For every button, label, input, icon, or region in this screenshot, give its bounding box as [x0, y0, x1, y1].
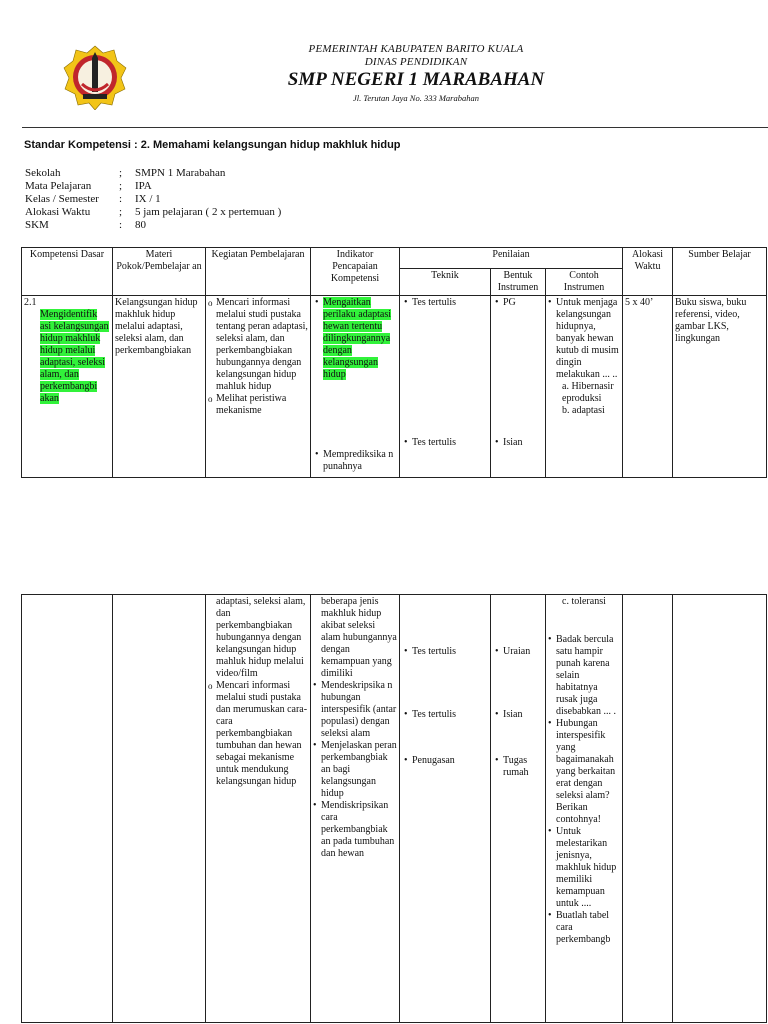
letterhead-address: Jl. Terutan Jaya No. 333 Marabahan	[352, 93, 479, 103]
info-row: Alokasi Waktu ; 5 jam pelajaran ( 2 x pertemuan )	[25, 206, 282, 218]
contoh-cell	[546, 296, 623, 478]
list-item: • Badak bercula satu hampir punah karena selain habitatnya rusak juga disebabkan ... .	[548, 634, 620, 718]
list-item: • Tes tertulis	[404, 437, 486, 449]
contoh-cell	[546, 595, 623, 1023]
header-divider	[22, 127, 768, 128]
list-item: • Isian	[495, 709, 541, 721]
letterhead-school-name: SMP NEGERI 1 MARABAHAN	[287, 69, 545, 90]
info-row: Sekolah ; SMPN 1 Marabahan	[25, 167, 226, 179]
list-item: o Mencari informasi melalui studi pustaka tentang peran adaptasi, seleksi alam, dan perkembangbiakan hubungannya dengan kelangsungan hidup mahluk hidup	[208, 297, 308, 393]
list-item: • Tes tertulis	[404, 297, 486, 309]
header-contoh: Contoh Instrumen	[546, 269, 623, 296]
list-item: o Mencari informasi melalui studi pustaka dan merumuskan cara-cara perkembangbiakan tumbuhan dan hewan sebagai mekanisme untuk mendukung kelangsungan hidup	[208, 680, 308, 788]
syllabus-table-page1	[21, 247, 767, 478]
identity-block	[25, 167, 281, 232]
option-b: b. adaptasi	[562, 405, 605, 416]
list-item: • Tes tertulis	[404, 709, 486, 721]
header-kegiatan: Kegiatan Pembelajaran	[206, 248, 311, 296]
list-item: • Menjelaskan peran perkembangbiak an bagi kelangsungan hidup	[313, 740, 397, 800]
standar-kompetensi: Standar Kompetensi : 2. Memahami kelangsungan hidup makhluk hidup	[24, 139, 401, 151]
bentuk-cell	[491, 296, 546, 478]
indikator-cell	[311, 296, 400, 478]
list-item: • Mendeskripsika n hubungan interspesifik (antar populasi) dengan seleksi alam	[313, 680, 397, 740]
teknik-cell	[400, 296, 491, 478]
bentuk-cell	[491, 595, 546, 1023]
option-c: c. toleransi	[562, 596, 606, 607]
list-item: • Uraian	[495, 646, 541, 658]
header-sumber: Sumber Belajar	[673, 248, 767, 296]
list-item: • Buatlah tabel cara perkembangb	[548, 910, 620, 946]
header-indikator: Indikator Pencapaian Kompetensi	[311, 248, 400, 296]
header-teknik: Teknik	[400, 269, 491, 296]
list-item: • Tugas rumah	[495, 755, 541, 779]
kegiatan-cell	[206, 595, 311, 1023]
materi-cell: Kelangsungan hidup makhluk hidup melalui adaptasi, seleksi alam, dan perkembangbiakan	[113, 296, 206, 478]
materi-cell	[113, 595, 206, 1023]
list-item: • Mendiskripsikan cara perkembangbiak an pada tumbuhan dan hewan	[313, 800, 397, 860]
header-bentuk: Bentuk Instrumen	[491, 269, 546, 296]
option-a: a. Hibernasir eproduksi	[562, 381, 614, 404]
syllabus-table-page2	[21, 594, 767, 1023]
header-penilaian: Penilaian	[400, 248, 623, 269]
list-item: • Memprediksika n punahnya	[315, 449, 395, 473]
list-item: • Penugasan	[404, 755, 486, 767]
info-row: SKM : 80	[25, 219, 146, 231]
kd-text: Mengidentifik asi kelangsungan hidup makhluk hidup melalui adaptasi, seleksi alam, dan perkembangbi akan	[40, 309, 109, 404]
list-item: • Isian	[495, 437, 541, 449]
indikator-cell	[311, 595, 400, 1023]
teknik-cell	[400, 595, 491, 1023]
list-item: o Melihat peristiwa mekanisme	[208, 393, 308, 417]
header-kompetensi-dasar: Kompetensi Dasar	[22, 248, 113, 296]
sumber-cell	[673, 595, 767, 1023]
indikator-continued: beberapa jenis makhluk hidup akibat seleksi alam hubungannya dengan kemampuan yang dimiliki	[321, 596, 397, 679]
list-item: • PG	[495, 297, 541, 309]
kegiatan-cell	[206, 296, 311, 478]
kegiatan-continued: adaptasi, seleksi alam, dan perkembangbiakan hubungannya dengan kelangsungan hidup mahluk hidup melalui video/film	[216, 596, 306, 679]
letterhead-government: PEMERINTAH KABUPATEN BARITO KUALA	[308, 43, 524, 55]
letterhead-department: DINAS PENDIDIKAN	[364, 56, 468, 68]
list-item: • Untuk melestarikan jenisnya, makhluk hidup memiliki kemampuan untuk ....	[548, 826, 620, 910]
header-materi: Materi Pokok/Pembelajar an	[113, 248, 206, 296]
list-item: • Tes tertulis	[404, 646, 486, 658]
list-item: • Hubungan interspesifik yang bagaimanakah yang berkaitan erat dengan seleksi alam? Berikan contohnya!	[548, 718, 620, 826]
info-row: Kelas / Semester : IX / 1	[25, 193, 161, 205]
alokasi-cell	[623, 595, 673, 1023]
header-alokasi: Alokasi Waktu	[623, 248, 673, 296]
list-item: • Mengaitkan perilaku adaptasi hewan tertentu dilingkungannya dengan kelangsungan hidup	[315, 297, 395, 381]
list-item: • Untuk menjaga kelangsungan hidupnya, banyak hewan kutub di musim dingin melakukan ... ..	[548, 297, 620, 381]
kd-number: 2.1	[24, 297, 37, 308]
kd-cell	[22, 595, 113, 1023]
sumber-cell: Buku siswa, buku referensi, video, gambar LKS, lingkungan	[673, 296, 767, 478]
kd-cell	[22, 296, 113, 478]
info-row: Mata Pelajaran ; IPA	[25, 180, 152, 192]
alokasi-cell: 5 x 40’	[623, 296, 673, 478]
